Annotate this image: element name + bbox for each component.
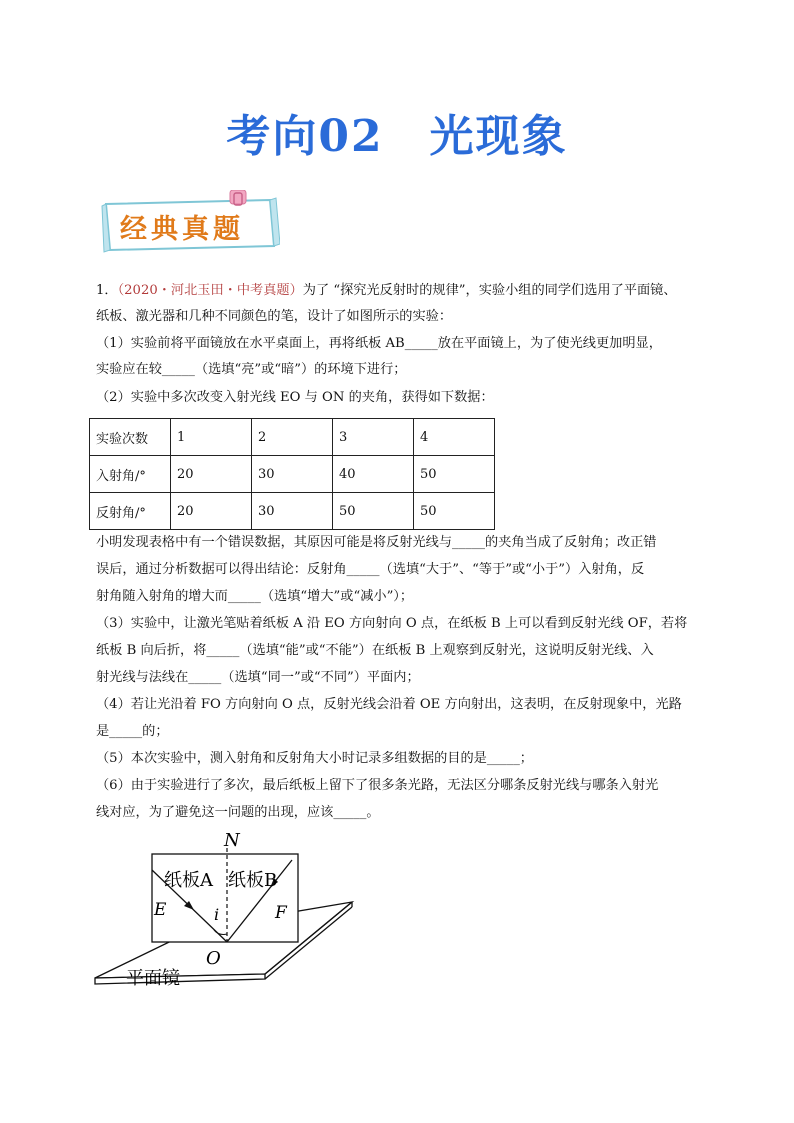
table-cell: 2 xyxy=(252,419,333,456)
section-badge: 经典真题 xyxy=(120,214,244,245)
question-source: （2020・河北玉田・中考真题） xyxy=(117,283,303,298)
part6-line2: 线对应，为了避免这一问题的出现，应该_____。 xyxy=(96,805,380,820)
title-topic: 光现象 xyxy=(429,111,568,162)
table-cell: 20 xyxy=(171,456,252,493)
part1-line2: 实验应在较_____（选填“亮”或“暗”）的环境下进行； xyxy=(96,362,407,377)
table-cell: 50 xyxy=(414,456,495,493)
label-f: F xyxy=(275,903,287,923)
table-row xyxy=(90,419,495,456)
table-cell: 4 xyxy=(414,419,495,456)
question-intro-1: 为了 “探究光反射时的规律”，实验小组的同学们选用了平面镜、 xyxy=(302,283,677,298)
label-mirror: 平面镜 xyxy=(126,968,180,989)
after-table-3: 射角随入射角的增大而_____（选填“增大”或“减小”）； xyxy=(96,589,414,604)
question-line-1 xyxy=(96,278,706,304)
part3-line2: 纸板 B 向后折，将_____（选填“能”或“不能”）在纸板 B 上观察到反射光，这说明反射光线、入 xyxy=(96,643,654,658)
page-title xyxy=(0,100,794,164)
label-cardboard-a: 纸板A xyxy=(164,870,213,891)
title-code: 考向02 xyxy=(226,111,384,162)
table-cell: 入射角/° xyxy=(90,456,171,493)
part4-line2: 是_____的； xyxy=(96,724,169,739)
table-row xyxy=(90,456,495,493)
label-e: E xyxy=(154,900,167,920)
table-cell: 20 xyxy=(171,493,252,530)
table-cell: 实验次数 xyxy=(90,419,171,456)
after-table-1: 小明发现表格中有一个错误数据，其原因可能是将反射光线与_____的夹角当成了反射角；改正错 xyxy=(96,535,657,550)
table-cell: 30 xyxy=(252,493,333,530)
data-table xyxy=(89,418,495,530)
part3-line1: （3）实验中，让激光笔贴着纸板 A 沿 EO 方向射向 O 点，在纸板 B 上可以看到反射光线 OF，若将 xyxy=(96,616,688,631)
label-cardboard-b: 纸板B xyxy=(228,870,278,891)
table-cell: 50 xyxy=(333,493,414,530)
part6-line1: （6）由于实验进行了多次，最后纸板上留下了很多条光路，无法区分哪条反射光线与哪条入射光 xyxy=(96,778,659,793)
table-cell: 3 xyxy=(333,419,414,456)
cardboard xyxy=(152,854,298,942)
table-cell: 30 xyxy=(252,456,333,493)
label-i: i xyxy=(214,905,220,924)
table-row xyxy=(90,493,495,530)
paperclip-icon xyxy=(230,190,246,205)
question-number: 1． xyxy=(96,283,118,298)
label-n: N xyxy=(224,830,240,851)
label-o: O xyxy=(206,948,221,969)
reflection-diagram xyxy=(90,826,360,996)
part4-line1: （4）若让光沿着 FO 方向射向 O 点，反射光线会沿着 OE 方向射出，这表明，在反射现象中，光路 xyxy=(96,697,682,712)
question-intro-2: 纸板、激光器和几种不同颜色的笔，设计了如图所示的实验： xyxy=(96,309,453,324)
table-cell: 50 xyxy=(414,493,495,530)
table-cell: 40 xyxy=(333,456,414,493)
part1-line1: （1）实验前将平面镜放在水平桌面上，再将纸板 AB_____放在平面镜上，为了使光线更加明显， xyxy=(96,336,662,351)
table-cell: 1 xyxy=(171,419,252,456)
part5-line1: （5）本次实验中，测入射角和反射角大小时记录多组数据的目的是_____； xyxy=(96,751,533,766)
after-table-2: 误后，通过分析数据可以得出结论：反射角_____（选填“大于”、“等于”或“小于”）入射角，反 xyxy=(96,562,645,577)
part2-line1: （2）实验中多次改变入射光线 EO 与 ON 的夹角，获得如下数据： xyxy=(96,390,494,405)
table-cell: 反射角/° xyxy=(90,493,171,530)
part3-line3: 射光线与法线在_____（选填“同一”或“不同”）平面内； xyxy=(96,670,420,685)
